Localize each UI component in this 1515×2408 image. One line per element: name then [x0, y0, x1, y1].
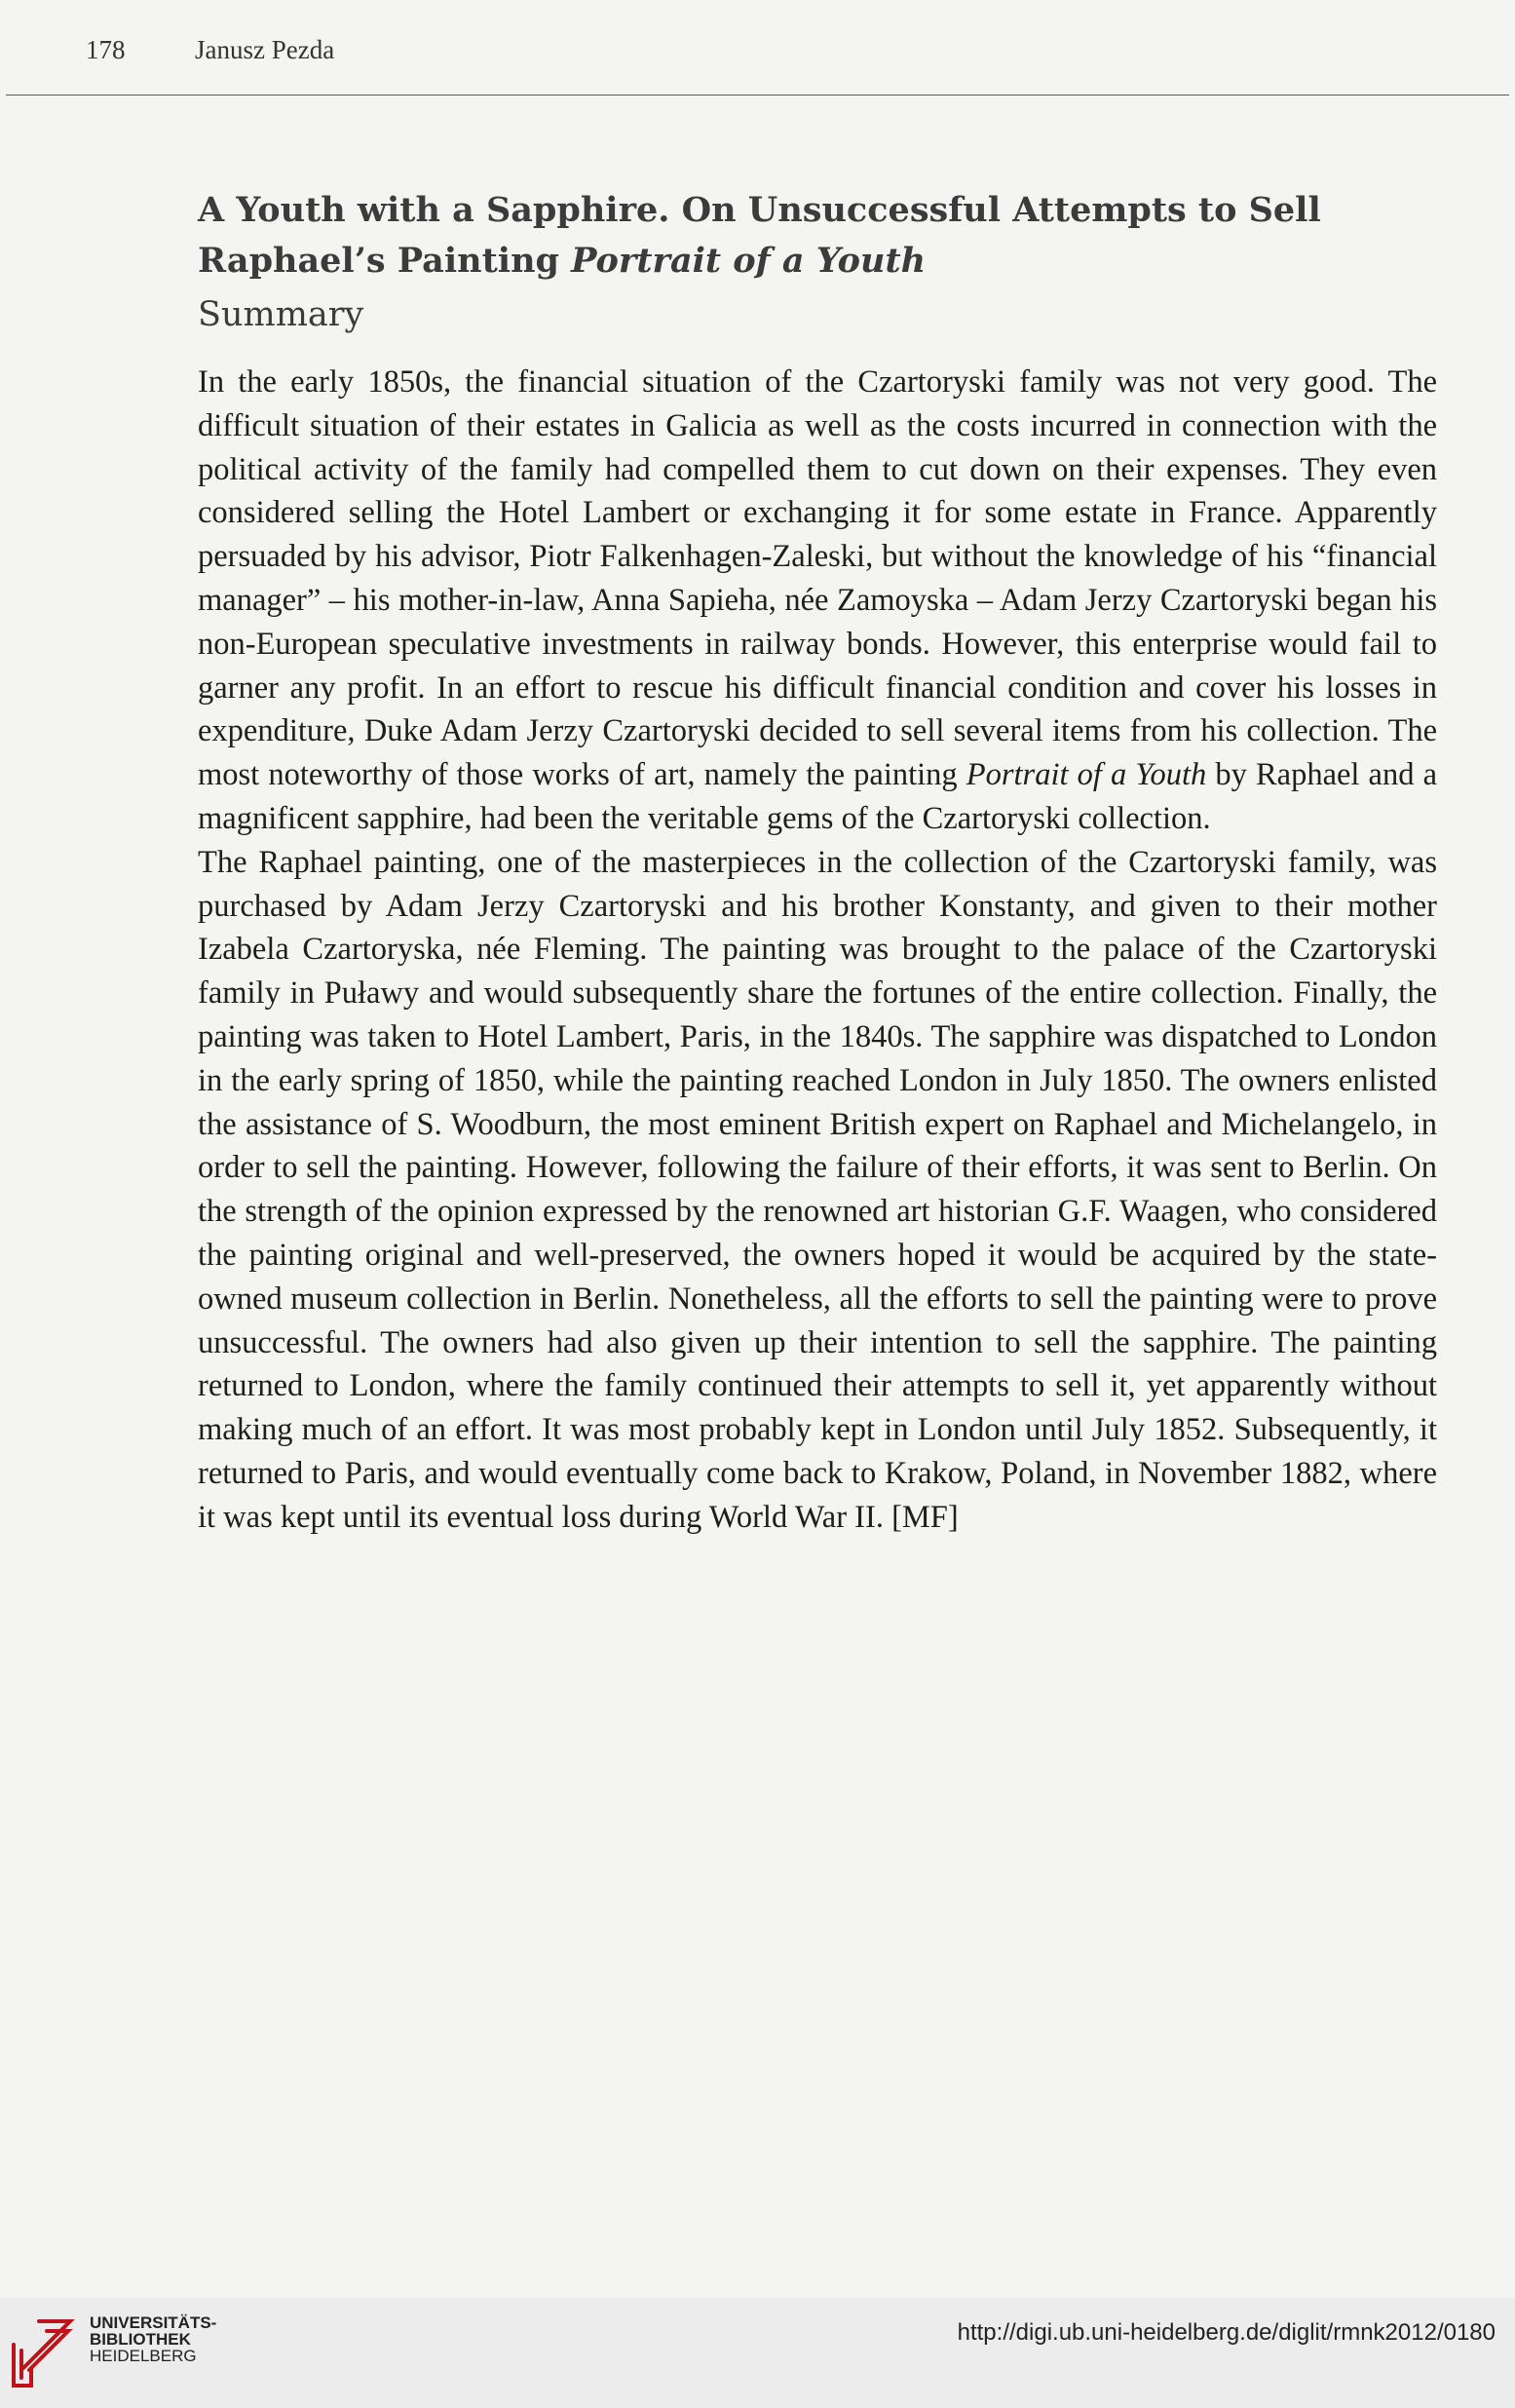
paragraph-1-text-a: In the early 1850s, the financial situation of the Czartoryski family was not very good. The difficult situation of their estates in Galicia as well as the costs incurred in connection with the political activity of the family had compelled them to cut down on their expenses. They even considered selling the Hotel Lambert or exchanging it for some estate in France. Apparently persuaded by his advisor, Piotr Falkenhagen-Zaleski, but without the knowledge of his “financial manager” – his mother-in-law, Anna Sapieha, née Zamoyska – Adam Jerzy Czartoryski began his non-European speculative investments in railway bonds. However, this enterprise would fail to garner any profit. In an effort to rescue his difficult financial condition and cover his losses in expenditure, Duke Adam Jerzy Czartoryski decided to sell several items from his collection. The most noteworthy of those works of art, namely the painting [198, 364, 1437, 793]
article-title-italic: Portrait of a Youth [571, 241, 927, 281]
page-number: 178 [86, 35, 126, 64]
library-name [90, 2314, 216, 2364]
section-heading: Summary [198, 295, 364, 334]
source-url-link[interactable]: http://digi.ub.uni-heidelberg.de/diglit/rmnk2012/0180 [957, 2319, 1496, 2346]
library-name-line-3: HEIDELBERG [90, 2347, 197, 2365]
article-title [198, 185, 1464, 287]
library-name-line-1: UNIVERSITÄTS- [90, 2313, 217, 2332]
digitization-footer [0, 2298, 1515, 2408]
library-name-line-2: BIBLIOTHEK [90, 2330, 191, 2349]
running-head [86, 35, 334, 65]
article-title-text: A Youth with a Sapphire. On Unsuccessful Attempts to Sell Raphael’s Painting [198, 190, 1321, 281]
university-library-logo-icon [10, 2315, 82, 2391]
paragraph-1 [198, 361, 1437, 841]
header-rule [6, 95, 1509, 96]
paragraph-1-text-b: by Raphael and a magnificent sapphire, had been the veritable gems of the Czartoryski collection. [198, 757, 1438, 836]
summary-body [198, 361, 1437, 1540]
paragraph-2: The Raphael painting, one of the masterpieces in the collection of the Czartoryski family, was purchased by Adam Jerzy Czartoryski and his brother Konstanty, and given to their mother Izabela Czartoryska, née Fleming. The painting was brought to the palace of the Czartoryski family in Puławy and would subsequently share the fortunes of the entire collection. Finally, the painting was taken to Hotel Lambert, Paris, in the 1840s. The sapphire was dispatched to London in the early spring of 1850, while the painting reached London in July 1850. The owners enlisted the assistance of S. Woodburn, the most eminent British expert on Raphael and Michelangelo, in order to sell the painting. However, following the failure of their efforts, it was sent to Berlin. On the strength of the opinion expressed by the renowned art historian G.F. Waagen, who considered the painting original and well-preserved, the owners hoped it would be acquired by the state-owned museum collection in Berlin. Nonetheless, all the efforts to sell the painting were to prove unsuccessful. The owners had also given up their intention to sell the sapphire. The painting returned to London, where the family continued their attempts to sell it, yet apparently without making much of an effort. It was most probably kept in London until July 1852. Subsequently, it returned to Paris, and would eventually come back to Krakow, Poland, in November 1882, where it was kept until its eventual loss during World War II. [MF] [198, 844, 1437, 1535]
running-head-author: Janusz Pezda [195, 35, 335, 64]
paragraph-1-italic: Portrait of a Youth [966, 757, 1207, 793]
